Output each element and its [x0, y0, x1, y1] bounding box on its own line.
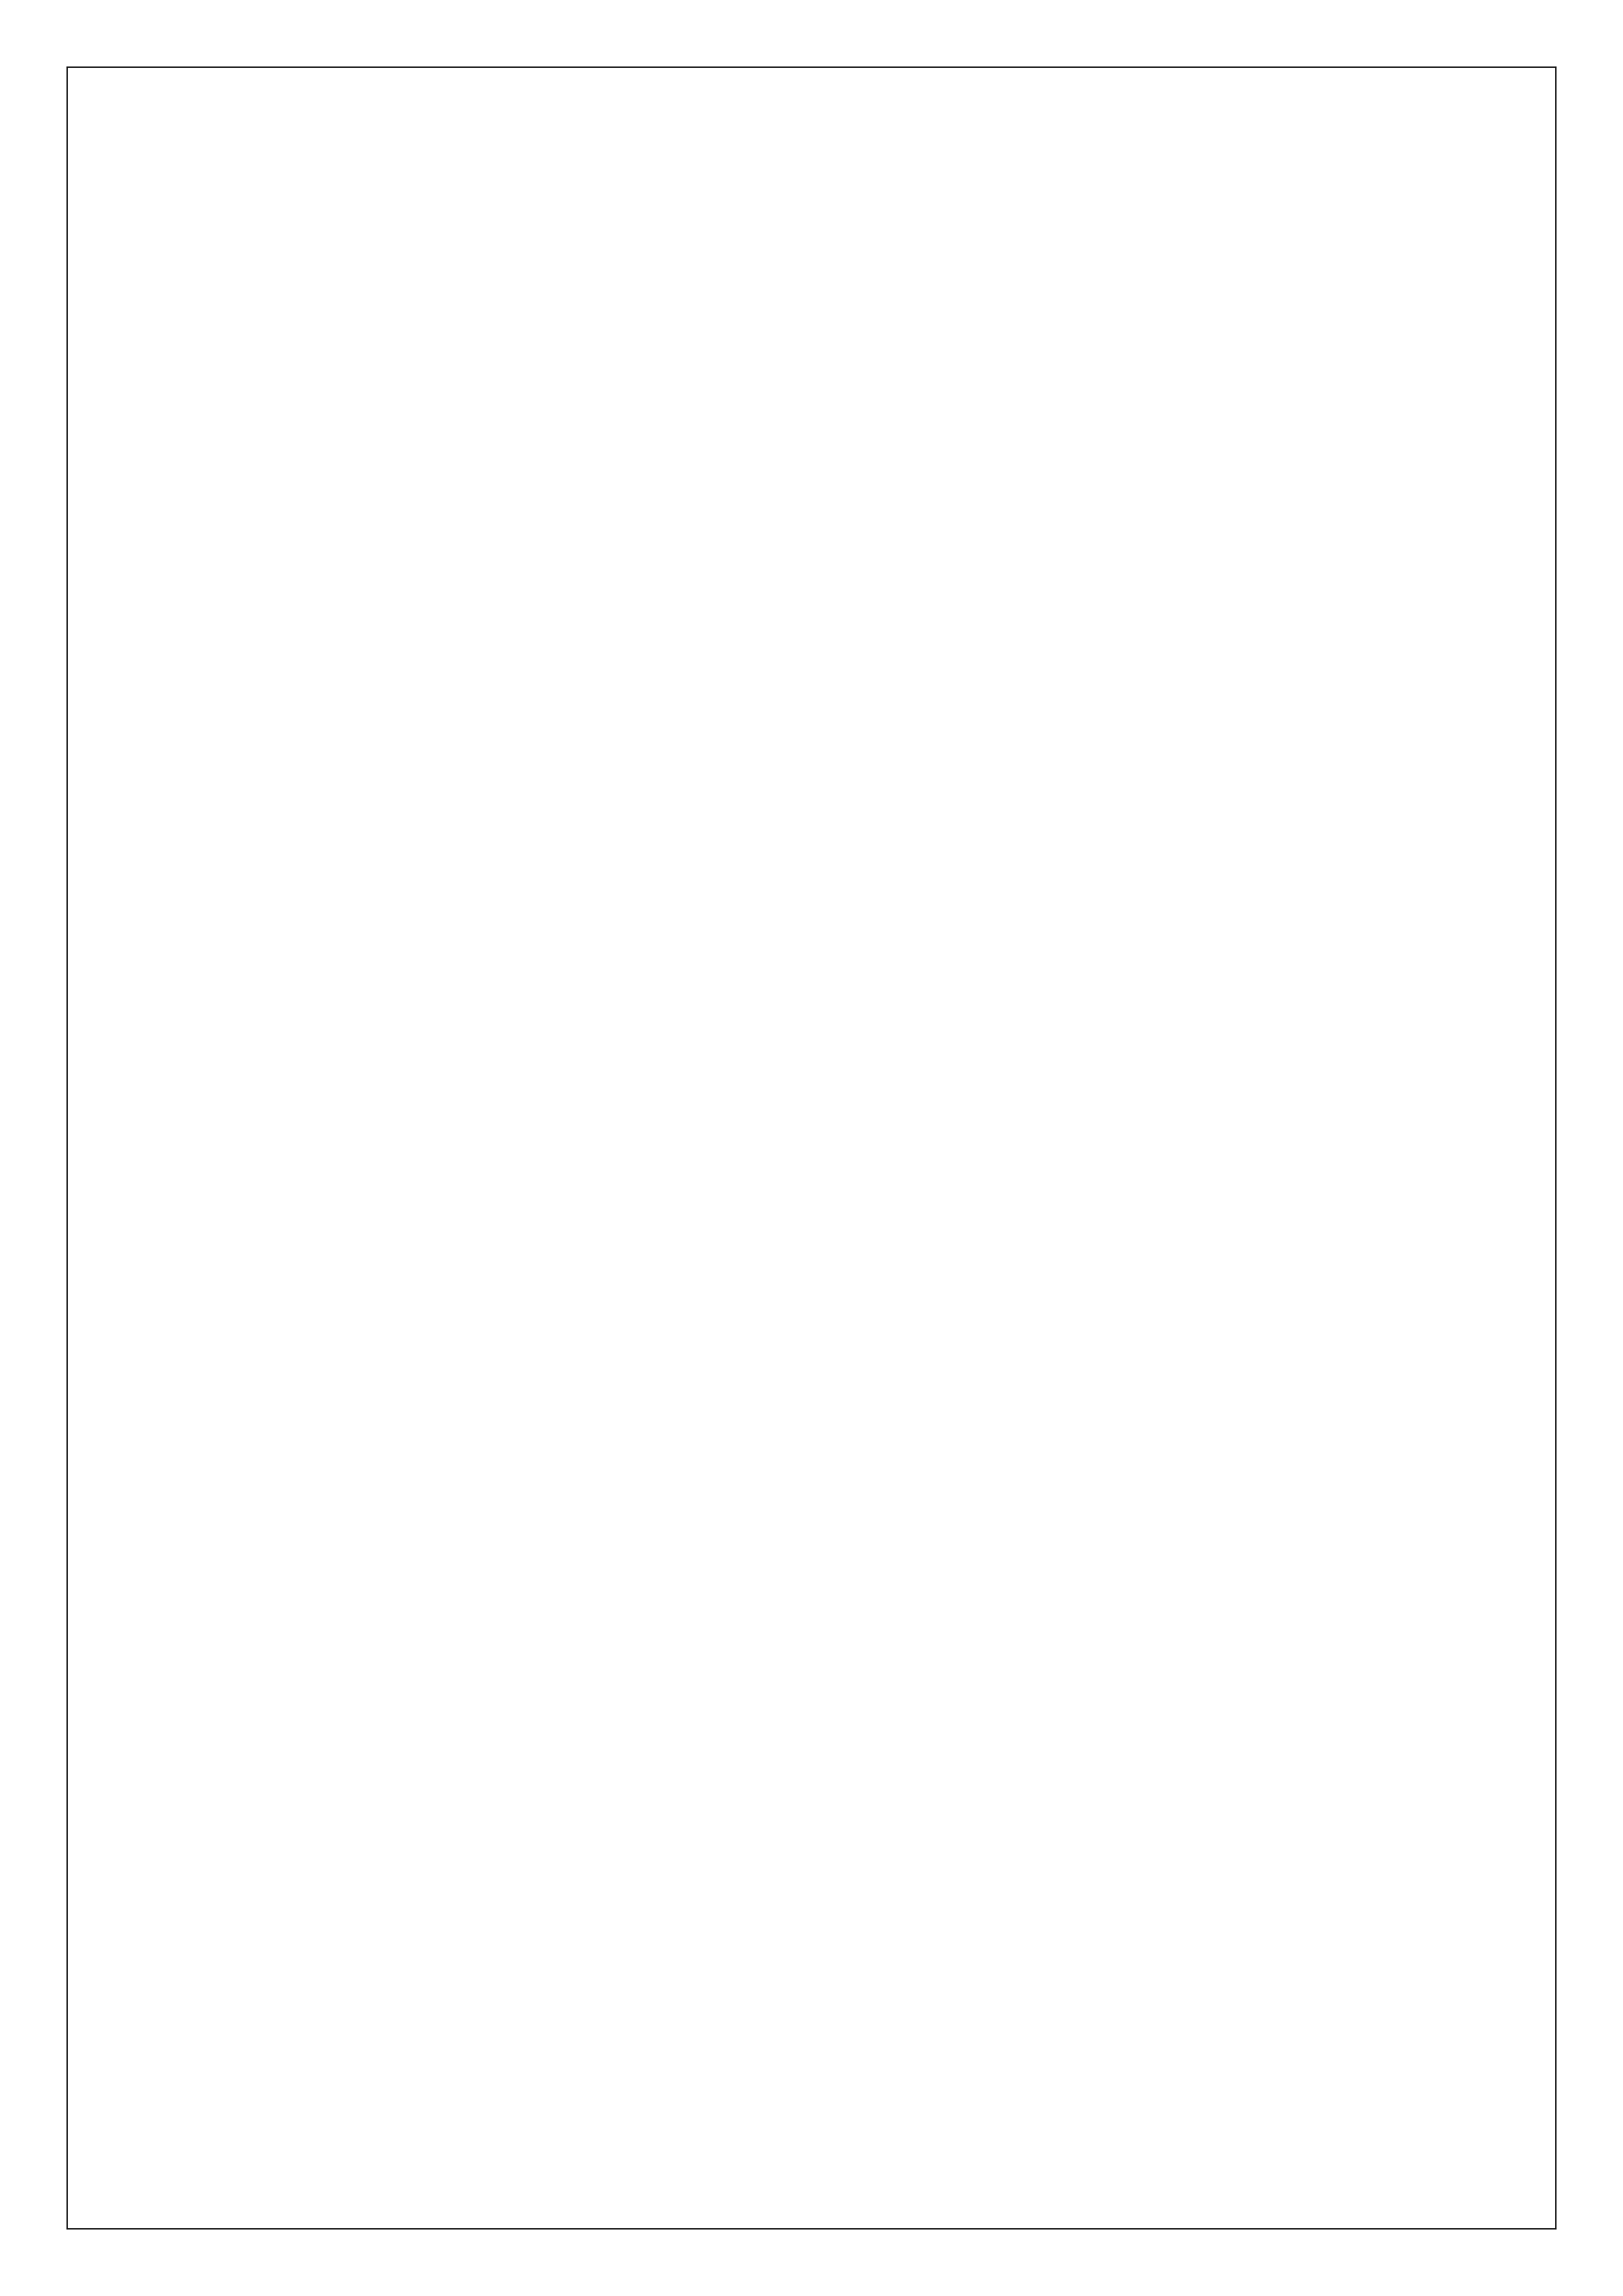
document-body — [199, 213, 1437, 512]
paragraph-2 — [199, 412, 1437, 512]
paragraph-1 — [199, 213, 1437, 313]
section-heading — [199, 313, 1437, 412]
page-footer — [0, 2119, 1623, 2149]
